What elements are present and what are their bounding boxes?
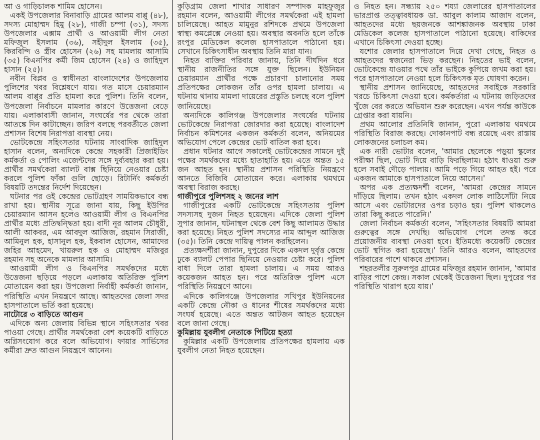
paragraph: এদিকে কালিগঞ্জে উপজেলার সখিপুর ইউনিয়নের একটি কেন্দ্রে নৌকা ও ধানের শীষের সমর্থকদের মধ্যে সংঘর্ষ হয়েছে। এতে অন্তত আটজন আহত হয়েছেন বলে জানা গেছে। [177,291,345,328]
paragraph: অপর এক প্রত্যক্ষদর্শী বলেন, 'আমরা কেন্দ্রের সামনে দাঁড়িয়ে ছিলাম। তখন হঠাৎ একদল লোক লাঠিসোঁটা নিয়ে আসে এবং ভোটারদের ওপর চড়াও হয়। পুলিশ থাকলেও তারা কিছু করতে পারেনি।' [353,182,536,220]
paragraph: যশোর জেলার হাসপাতালে দিয়ে দেখা গেছে, নিহত ও আহতদের স্বজনেরা ভিড় করছেন। নিহতের ভাই বলেন, ভোটকেন্দ্রে যাওয়ার পথে তাঁর ভাইকে কুপিয়ে জখম করা হয়। পরে হাসপাতালে নেওয়া হলে চিকিৎসক মৃত ঘোষণা করেন। [353,47,536,84]
paragraph: প্রধান ঘটনার আগে সকালেই ভোটকেন্দ্রের সামনে দুই পক্ষের সমর্থকদের মধ্যে হাতাহাতি হয়। এতে অন্তত ১৫ জন আহত হন। স্থানীয় প্রশাসন পরিস্থিতি নিয়ন্ত্রণে আনতে বিজিবি মোতায়েন করে। এলাকায় থমথমে অবস্থা বিরাজ করছে। [177,146,345,192]
paragraph: জেলা নির্বাচন কর্মকর্তা বলেন, 'সহিংসতার বিষয়টি আমরা গুরুত্বের সঙ্গে দেখছি। অভিযোগ পেলে তদন্ত করে প্রয়োজনীয় ব্যবস্থা নেওয়া হবে। ইতিমধ্যে কয়েকটি কেন্দ্রের ভোট স্থগিত করা হয়েছে।' তিনি আরও বলেন, আহতদের পরিবারের পাশে থাকবে প্রশাসন। [353,219,536,265]
column-3 [350,0,540,440]
paragraph: এক নারী ভোটার বলেন, 'আমার ছেলেকে পড়ুয়া স্কুলের পরীক্ষা ছিল, ভোট দিয়ে বাড়ি ফিরছিলাম। হঠাৎ ধাওয়া শুরু হলে সবাই দৌড়ে পালায়। আমি পড়ে গিয়ে আহত হই। পরে একজন আমাকে হাসপাতালে নিয়ে আসেন।' [353,146,536,183]
paragraph: শহরতলীর সুরুলপুর গ্রামের মফিজুর রহমান জানান, 'আমার বাড়ির পাশে কেন্দ্র। সকাল থেকেই উত্তেজনা ছিল। দুপুরের পর পরিস্থিতি খারাপ হয়ে যায়।' [353,264,536,292]
paragraph: কুড়িগ্রাম জেলা শাখার সাধারণ সম্পাদক মাহফুজুর রহমান বলেন, আওয়ামী লীগের সমর্থকেরা এই হামলা চালিয়েছে। আহত মামুনুর রশিদকে প্রথমে উপজেলা স্বাস্থ্য কমপ্লেক্সে নেওয়া হয়। অবস্থার অবনতি হলে তাঁকে রংপুর মেডিকেল কলেজ হাসপাতালে পাঠানো হয়। সেখানে চিকিৎসাধীন অবস্থায় তিনি মারা যান। [177,2,345,57]
column-2 [173,0,348,440]
paragraph: নিহত ব্যক্তির পরিবার জানায়, তিনি দীর্ঘদিন ধরে স্থানীয় রাজনীতির সঙ্গে যুক্ত ছিলেন। ইউনিয়ন চেয়ারম্যান প্রার্থীর পক্ষে প্রচারণা চালানোর সময় প্রতিপক্ষের লোকজন তাঁর ওপর হামলা চালায়। এ ঘটনায় থানায় মামলা দায়েরের প্রস্তুতি চলছে বলে পুলিশ জানিয়েছে। [177,56,345,111]
paragraph: গাজীপুরের একটি ভোটকেন্দ্রে সহিংসতায় পুলিশ সদস্যসহ দুজন নিহত হয়েছেন। এদিকে জেলা পুলিশ সুপার জানান, ঘটনাস্থল থেকে বেশ কিছু আলামত উদ্ধার করা হয়েছে। নিহত পুলিশ সদস্যের নাম আব্দুল আজিজ (৩৫)। তিনি কেন্দ্রে দায়িত্ব পালন করছিলেন। [177,201,345,247]
paragraph: ঘটনার পর ওই কেন্দ্রের ভোটগ্রহণ সাময়িকভাবে বন্ধ রাখা হয়। স্থানীয় সূত্রে জানা যায়, কিছু ইউপির চেয়ারম্যান আসন হলেও আওয়ামী লীগ ও বিএনপির প্রার্থীর মধ্যে প্রতিদ্বন্দ্বিতা হয়। বাদী নূর আলম চৌধুরী, আলী আকবর, এম আবদুল আজিজ, রহমান সিরাজী, আমিনুল হক, হাসানুল হক, ইকবাল হোসেন, আমাদের জহির আহমেদ, খায়রুল হক ও মোহাম্মদ মজিবুর রহমান সহ অনেকে মামলার আসামি। [4,191,169,265]
column-1 [0,0,172,440]
paragraph: স্থানীয় প্রশাসন জানিয়েছে, আহতদের সবাইকে সরকারি খরচে চিকিৎসা দেওয়া হবে। কর্মকর্তারা এ ঘটনায় জড়িতদের খুঁজে বের করতে অভিযান শুরু করেছেন। এখন পর্যন্ত কাউকে গ্রেপ্তার করা যায়নি। [353,83,536,120]
paragraph: ভোটকেন্দ্রে সহিংসতার ঘটনায় সাংবাদিক জাহিদুল হাসান বলেন, অন্যদিকে কেন্দ্রে সহকারী প্রিজাইডিং কর্মকর্তা ও পোলিং এজেন্টদের সঙ্গে দুর্ব্যবহার করা হয়। প্রার্থীর সমর্থকেরা ব্যালট বাক্স ছিনিয়ে নেওয়ার চেষ্টা করলে পুলিশ ফাঁকা গুলি ছোড়ে। রিটার্নিং কর্মকর্তা বিষয়টি তদন্তের নির্দেশ দিয়েছেন। [4,137,169,192]
paragraph: প্রথম আলোর প্রতিনিধি জানান, পুরো এলাকায় থমথমে পরিস্থিতি বিরাজ করছে। দোকানপাট বন্ধ রয়েছে এবং রাস্তায় লোকজনের চলাচল কম। [353,119,536,147]
paragraph: ও নিহত হন। সন্ধ্যায় ২৫০ শয্যা জেলারের হাসপাতালের ভারপ্রাপ্ত তত্ত্বাবধায়ক ডা. আবুল কালাম আজাদ বলেন, আহতদের মধ্যে ছয়জনকে আশঙ্কাজনক অবস্থায় ঢাকা মেডিকেল কলেজ হাসপাতালে পাঠানো হয়েছে। বাকিদের এখানে চিকিৎসা দেওয়া হচ্ছে। [353,2,536,48]
subheading: কুমিল্লায় যুবলীগ নেতাকে পিটিয়ে হত্যা [177,327,293,337]
subheading: গাজীপুরে পুলিশসহ ২ জনের লাশ [177,191,279,201]
paragraph: আ ও গাড়িচালক শামিম হোসেন। [4,2,103,11]
paragraph: প্রত্যক্ষদর্শীরা জানান, দুপুরের দিকে একদল দুর্বৃত্ত কেন্দ্রে ঢুকে ব্যালট পেপার ছিনিয়ে নেওয়ার চেষ্টা করে। পুলিশ বাধা দিলে তারা হামলা চালায়। এ সময় আরও কয়েকজন আহত হন। পরে অতিরিক্ত পুলিশ এসে পরিস্থিতি নিয়ন্ত্রণে আনে। [177,246,345,292]
paragraph: অন্যদিকে কালিগঞ্জ উপজেলার সংঘর্ষের ঘটনায় ভোটকেন্দ্রে নিরাপত্তা জোরদার করা হয়েছে। বাংলাদেশ নির্বাচন কমিশনের একজন কর্মকর্তা বলেন, অনিয়মের অভিযোগ পেলে কেন্দ্রের ভোট বাতিল করা হবে। [177,110,345,147]
paragraph: আওয়ামী লীগ ও বিএনপির সমর্থকদের মধ্যে উত্তেজনা ছড়িয়ে পড়লে এলাকায় অতিরিক্ত পুলিশ মোতায়েন করা হয়। উপজেলা নির্বাহী কর্মকর্তা জানান, পরিস্থিতি এখন নিয়ন্ত্রণে আছে। আহতদের জেলা সদর হাসপাতালে ভর্তি করা হয়েছে। [4,264,169,310]
paragraph: কুমিল্লার একটি উপজেলায় প্রতিপক্ষের হামলায় এক যুবলীগ নেতা নিহত হয়েছেন। [177,336,345,355]
subheading: নাটোরে ৩ বাড়িতে আগুন [4,309,84,319]
paragraph: নবীন বিপ্লব ও স্বাধীনতা বাংলাদেশের উপজেলায় পুলিশের খবর বিশ্লেষণে যায়। গত মাসে চেয়ারম্যান আলম বাপ্পুর প্রতি হামলা করে পুলিশ। তিনি বলেন, উপজেলা নির্বাচনে মামলার কারণে উত্তেজনা বেড়ে যায়। এলাকাবাসী জানান, সংঘর্ষের পর থেকে তারা আতঙ্কে দিন কাটাচ্ছেন। জরিপ বলছে পরবর্তীতে জেলা প্রশাসন বিশেষ নিরাপত্তা ব্যবস্থা নেয়। [4,74,169,138]
paragraph: একই উপজেলার বিনাবাড়ি গ্রামের আলম বাপ্পু (৪৮), সদস্য মোহাম্মদ হিমু (২৮), গাজী চম্পা (৩১), সদস্য উপজেলার এক্সাম প্রার্থী ও আওয়ামী লীগ নেতা মফিজুল ইসলাম (৩৬), সহীদুল ইসলাম (৩৫), কিরবিন্দি ও স্ত্রীব হোসেন (২৬) সহ মামলায় আসামি (৩৫) বিএনপির কর্মী জিম হোসেন (২৪) ও জাহিদুল হাসান (২৫)। [4,11,169,75]
paragraph: এদিকে অন্য জেলায় বিভিন্ন স্থানে সহিংসতার খবর পাওয়া গেছে। প্রার্থীর সমর্থকেরা বেশ কয়েকটি বাড়িতে অগ্নিসংযোগ করে বলে অভিযোগ। ফায়ার সার্ভিসের কর্মীরা দ্রুত আগুন নিয়ন্ত্রণে আনেন। [4,318,169,355]
